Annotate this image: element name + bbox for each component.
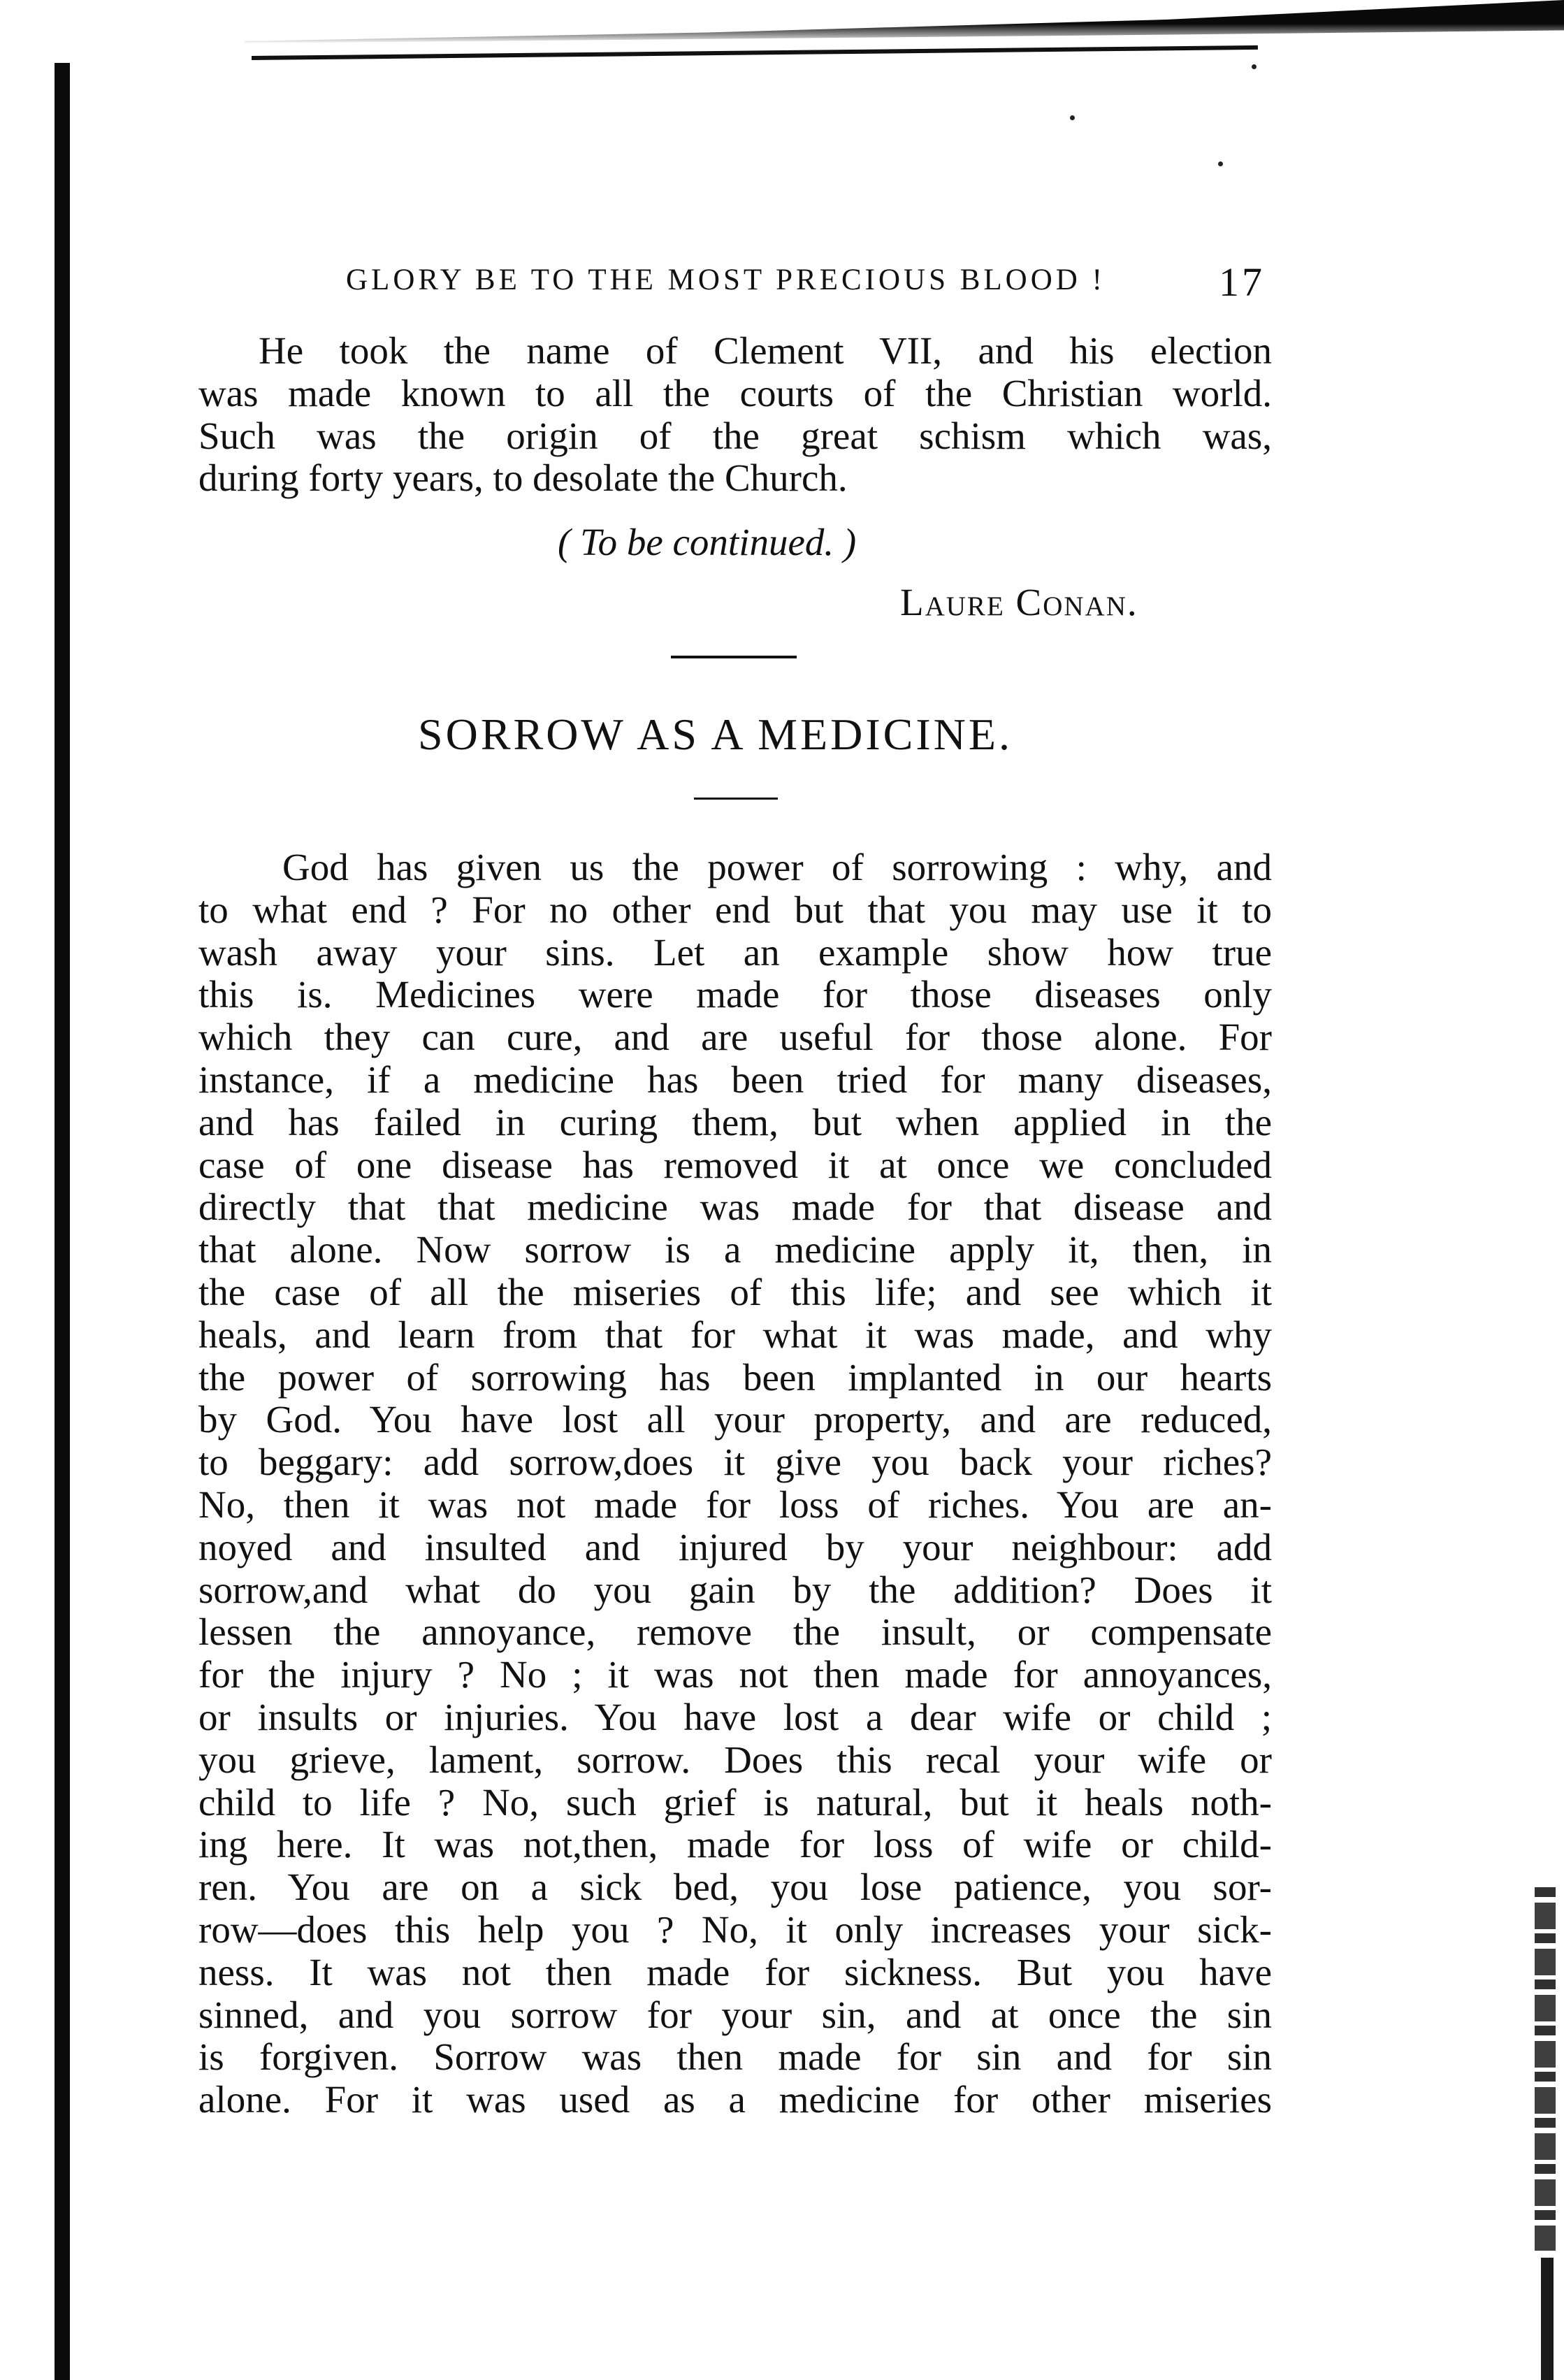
text-line: ing here. It was not,then, made for loss of wife or child- — [198, 1823, 1272, 1866]
text-line: during forty years, to desolate the Church. — [198, 456, 848, 500]
text-line: case of one disease has removed it at once we concluded — [198, 1143, 1272, 1186]
scan-top-rule — [252, 45, 1258, 60]
text-line: directly that that medicine was made for that disease and — [198, 1185, 1272, 1229]
text-line: was made known to all the courts of the Christian world. — [198, 371, 1272, 414]
text-line: sorrow,and what do you gain by the addition? Does it — [198, 1568, 1272, 1611]
text-line: to what end ? For no other end but that you may use it to — [198, 888, 1272, 931]
title-underline — [694, 798, 778, 800]
text-line: instance, if a medicine has been tried for many diseases, — [198, 1058, 1272, 1101]
text-line: alone. For it was used as a medicine for other miseries — [198, 2078, 1272, 2121]
running-header — [203, 259, 1279, 312]
text-line: the power of sorrowing has been implanted in our hearts — [198, 1355, 1272, 1399]
text-line: ness. It was not then made for sickness. But you have — [198, 1950, 1272, 1993]
text-line: row—does this help you ? No, it only increases your sick- — [198, 1907, 1272, 1951]
text-line: child to life ? No, such grief is natural, but it heals noth- — [198, 1780, 1272, 1824]
text-line: which they can cure, and are useful for those alone. For — [198, 1016, 1272, 1059]
text-line: for the injury ? No ; it was not then made for annoyances, — [198, 1653, 1272, 1696]
text-line: you grieve, lament, sorrow. Does this recal your wife or — [198, 1738, 1272, 1781]
text-line: and has failed in curing them, but when applied in the — [198, 1100, 1272, 1144]
text-line: He took the name of Clement VII, and his election — [259, 329, 1272, 372]
running-title: GLORY BE TO THE MOST PRECIOUS BLOOD ! — [346, 264, 1106, 296]
scan-top-border — [245, 0, 1564, 43]
text-line: by God. You have lost all your property, and are reduced, — [198, 1398, 1272, 1441]
text-line: heals, and learn from that for what it was made, and why — [198, 1313, 1272, 1356]
continued-paragraph — [198, 330, 1272, 500]
text-line: No, then it was not made for loss of riches. You are an- — [198, 1483, 1272, 1526]
text-line: God has given us the power of sorrowing : why, and — [282, 846, 1272, 888]
text-line: to beggary: add sorrow,does it give you back your riches? — [198, 1441, 1272, 1484]
text-line: that alone. Now sorrow is a medicine apply it, then, in — [198, 1228, 1272, 1271]
scan-right-border — [1535, 1887, 1556, 2251]
text-line: or insults or injuries. You have lost a dear wife or child ; — [198, 1695, 1272, 1738]
text-line: is forgiven. Sorrow was then made for sin and for sin — [198, 2035, 1272, 2079]
page-number: 17 — [1219, 259, 1265, 305]
text-line: this is. Medicines were made for those diseases only — [198, 973, 1272, 1016]
text-line: the case of all the miseries of this life; and see which it — [198, 1270, 1272, 1313]
text-line: sinned, and you sorrow for your sin, and at once the sin — [198, 1993, 1272, 2036]
author-signature: Laure Conan. — [900, 581, 1138, 623]
article-body — [198, 846, 1272, 2121]
scan-speck — [1218, 161, 1223, 166]
scan-speck — [1070, 115, 1075, 120]
text-line: ren. You are on a sick bed, you lose patience, you sor- — [198, 1866, 1272, 1909]
scan-speck — [1252, 64, 1257, 69]
text-line: wash away your sins. Let an example show how true — [198, 930, 1272, 974]
text-line: lessen the annoyance, remove the insult, or compensate — [198, 1610, 1272, 1654]
text-line: Such was the origin of the great schism which was, — [198, 414, 1272, 457]
text-line: noyed and insulted and injured by your neighbour: add — [198, 1525, 1272, 1568]
to-be-continued-note: ( To be continued. ) — [558, 521, 857, 563]
scan-left-border — [55, 63, 70, 2380]
section-divider — [671, 656, 797, 658]
section-title: SORROW AS A MEDICINE. — [418, 709, 1013, 759]
scan-right-border-lower — [1541, 2258, 1554, 2380]
